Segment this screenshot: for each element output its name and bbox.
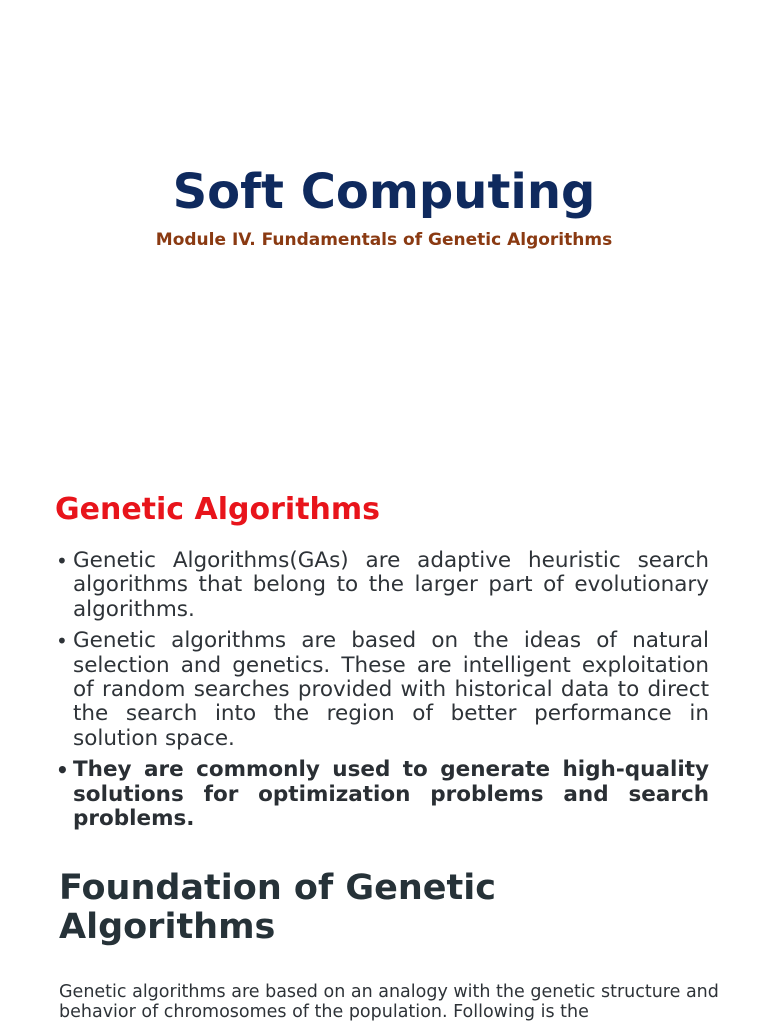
bullet-item [56,628,709,751]
bullet-item [56,548,709,622]
slide-title: Soft Computing [172,164,596,220]
bullet-list [56,548,709,838]
bullet-text: Genetic Algorithms(GAs) are adaptive heuristic search algorithms that belong to the larger part of evolutionary algorithms. [73,548,709,622]
slide-subtitle: Module IV. Fundamentals of Genetic Algorithms [155,230,613,250]
foundation-heading: Foundation of Genetic Algorithms [59,868,496,947]
bullet-item [56,757,709,832]
bullet-text: Genetic algorithms are based on the ideas of natural selection and genetics. These are intelligent exploitation of random searches provided with historical data to direct the search into the region of better performance in solution space. [73,628,709,751]
section-heading: Genetic Algorithms [55,492,381,527]
bullet-marker: • [56,549,68,573]
bullet-marker: • [56,629,68,654]
bullet-marker: • [56,758,69,783]
foundation-paragraph: Genetic algorithms are based on an analogy with the genetic structure and behavior of chromosomes of the population. Following is the [59,982,719,1022]
bullet-text: They are commonly used to generate high-quality solutions for optimization problems and search problems. [73,757,709,832]
